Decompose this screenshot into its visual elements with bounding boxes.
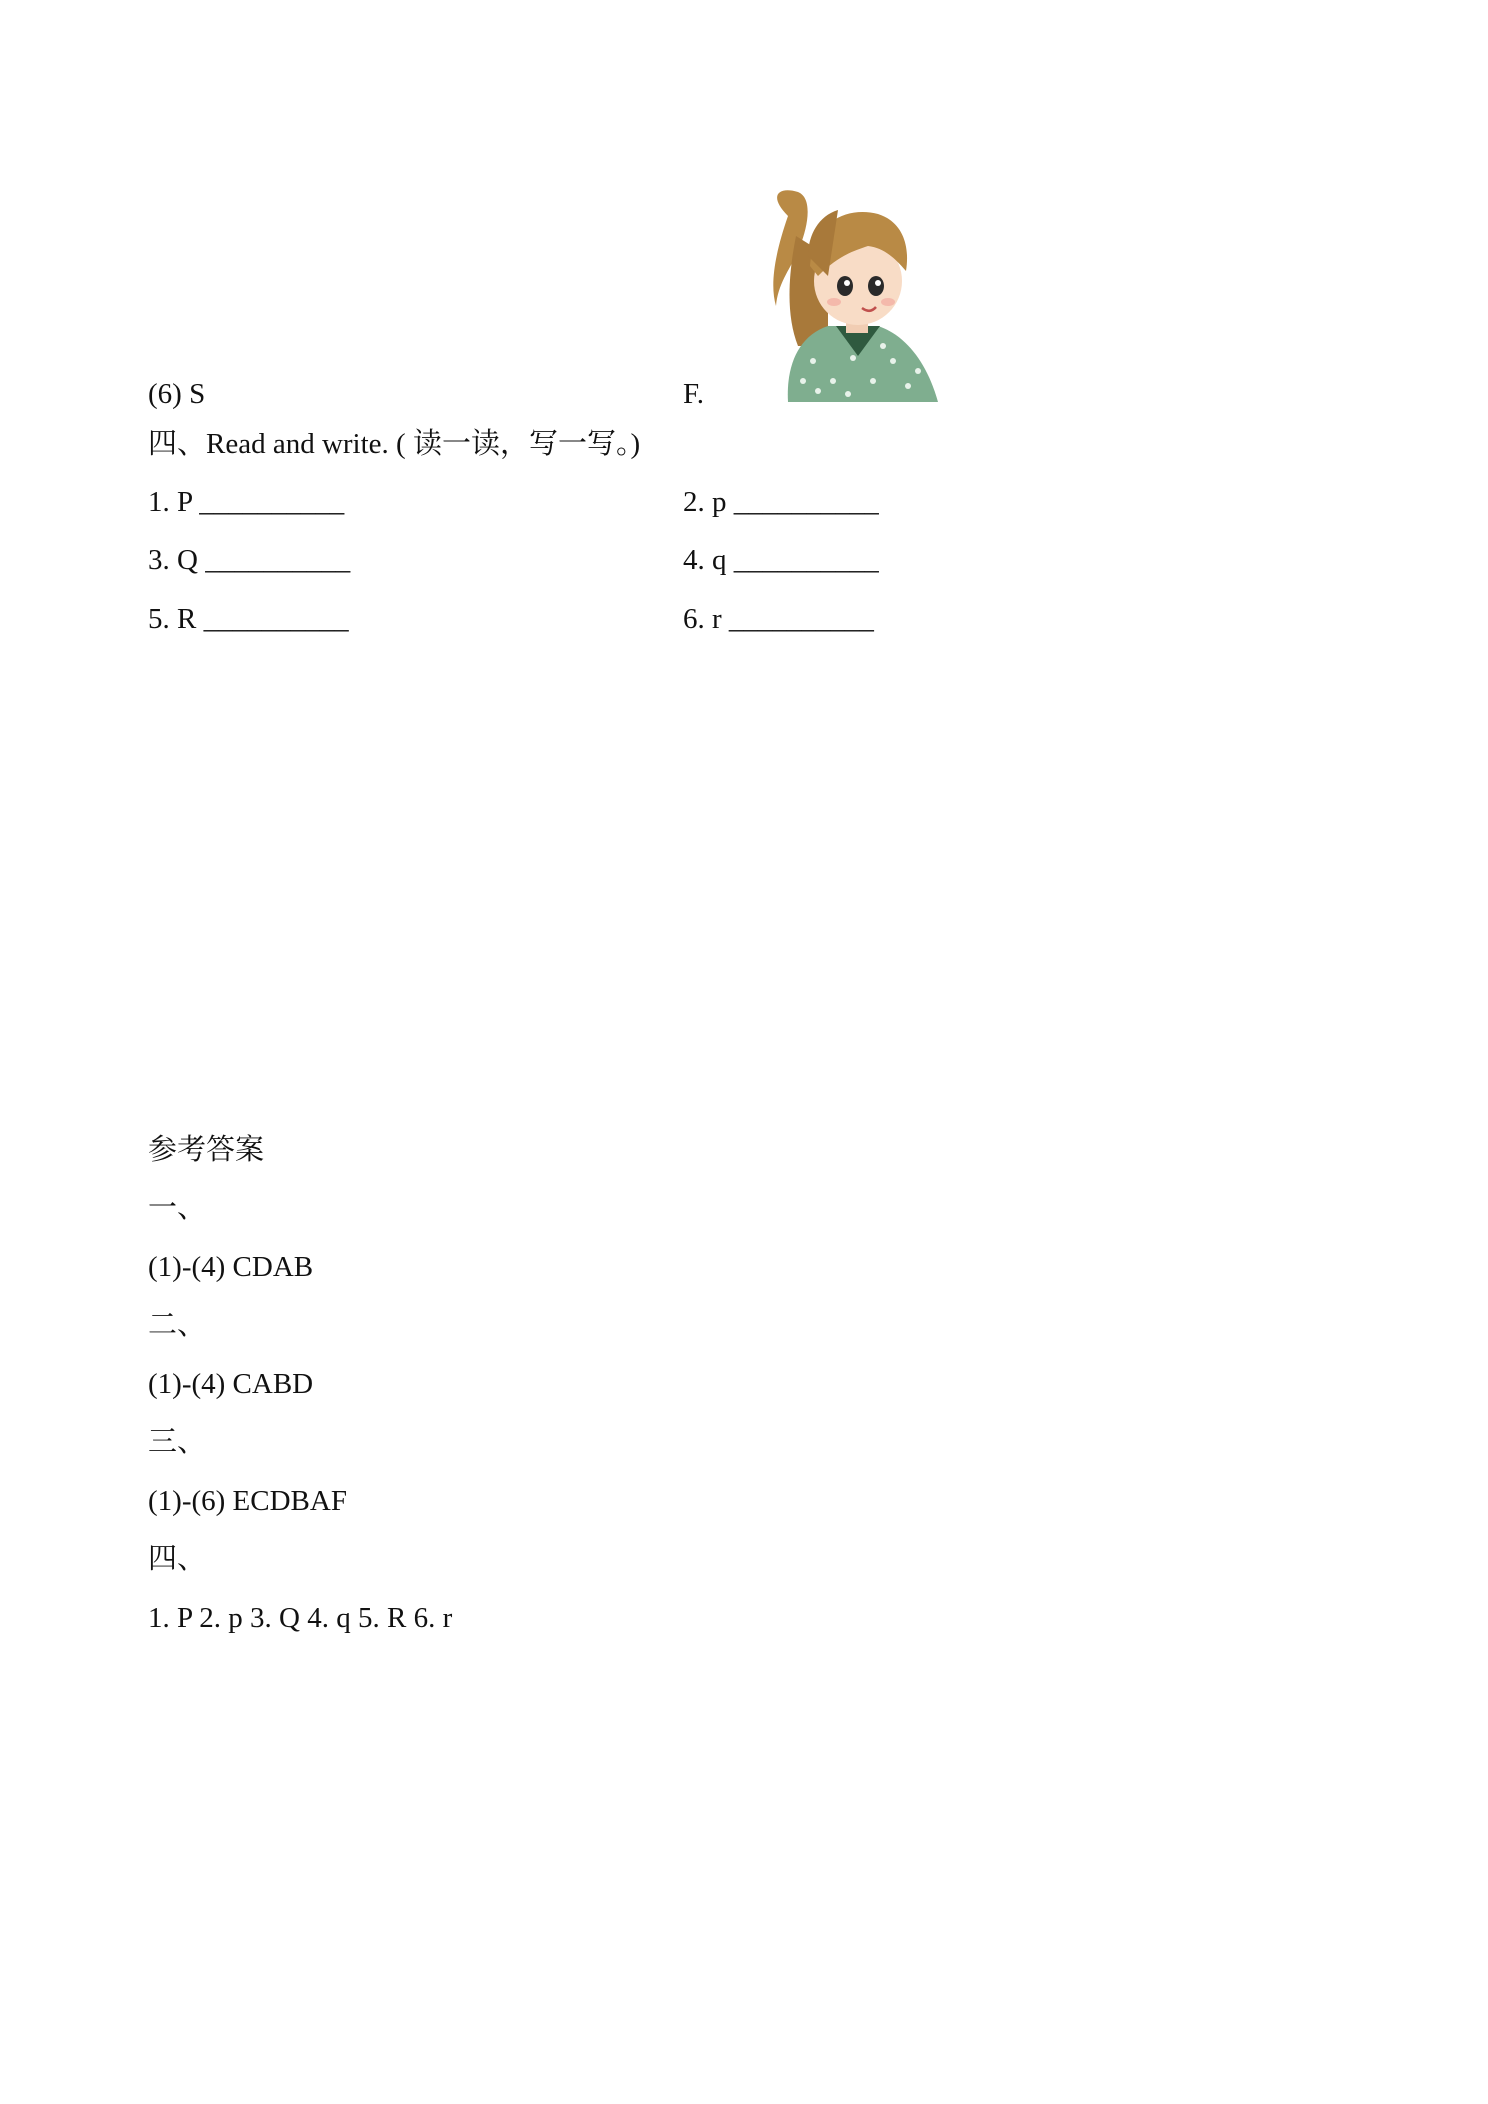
option-f-label: F. [683,378,705,410]
answer-text-1: (1)-(4) CDAB [148,1251,314,1283]
write-item-3: 3. Q __________ [148,544,351,576]
write-item-6: 6. r __________ [683,603,874,635]
answer-heading-3: 三、 [148,1426,207,1458]
write-item-1: 1. P __________ [148,486,345,518]
item-6-label: (6) S [148,378,206,410]
answer-text-3: (1)-(6) ECDBAF [148,1485,347,1517]
write-item-2: 2. p __________ [683,486,879,518]
write-item-4: 4. q __________ [683,544,879,576]
write-item-5: 5. R __________ [148,603,349,635]
answer-heading-2: 二、 [148,1309,207,1341]
answer-heading-4: 四、 [148,1543,207,1575]
answer-heading-1: 一、 [148,1192,207,1224]
girl-illustration [758,186,944,402]
section-4-heading: 四、Read and write. ( 读一读，写一写。) [148,428,641,460]
answer-key-title: 参考答案 [148,1134,265,1166]
answer-text-2: (1)-(4) CABD [148,1368,314,1400]
answer-text-4: 1. P 2. p 3. Q 4. q 5. R 6. r [148,1602,453,1634]
